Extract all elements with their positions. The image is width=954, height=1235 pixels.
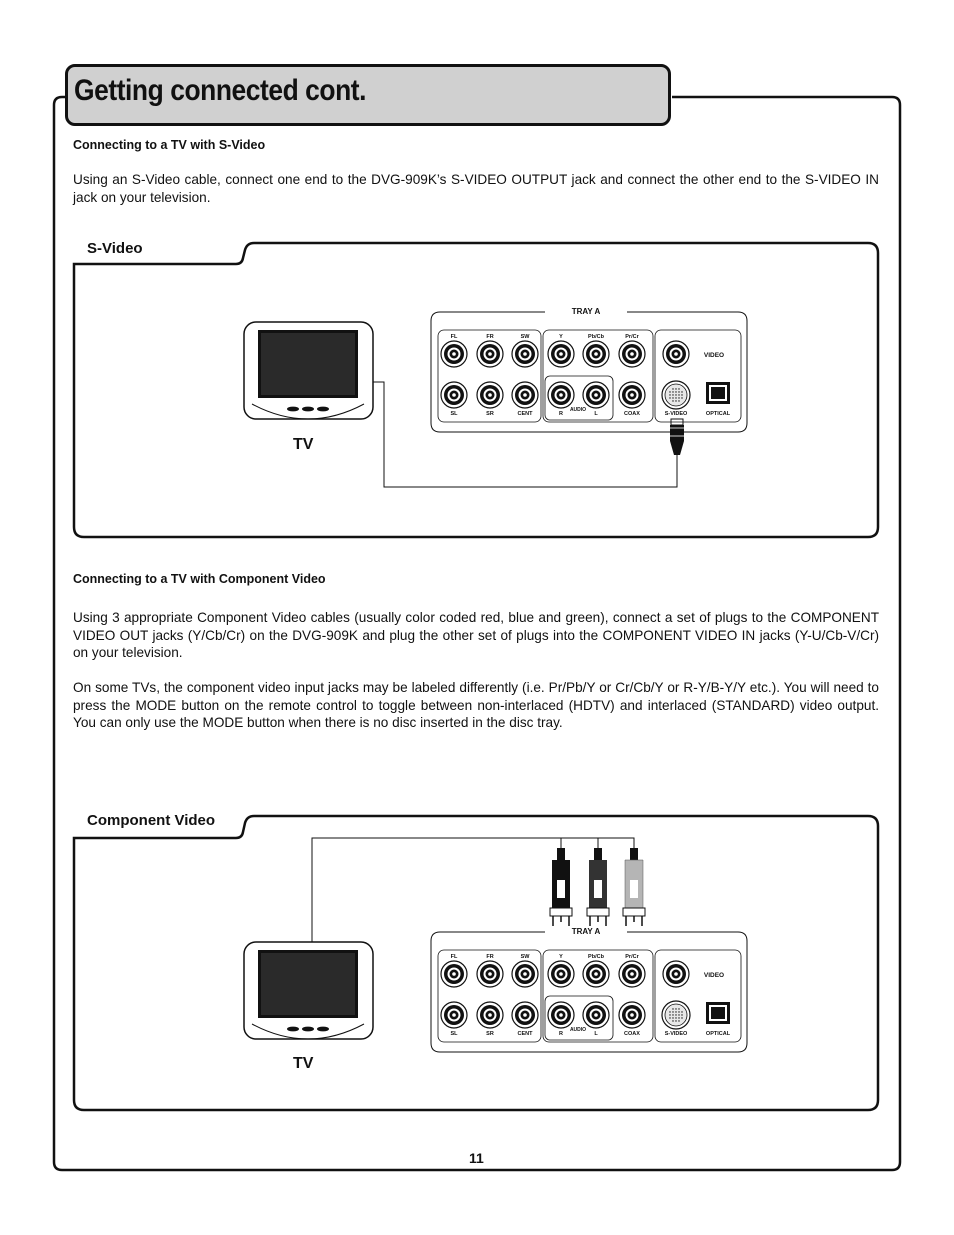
jack-label-top: Y bbox=[559, 954, 563, 960]
rca-jack-icon bbox=[512, 1002, 538, 1028]
video-jack-icon bbox=[663, 961, 689, 987]
rca-jack-icon bbox=[441, 961, 467, 987]
component-heading: Connecting to a TV with Component Video bbox=[73, 572, 326, 586]
component-tv-label: TV bbox=[293, 1055, 314, 1072]
svideo-paragraph: Using an S-Video cable, connect one end to the DVG-909K’s S-VIDEO OUTPUT jack and connect the other end to the S-VIDEO IN jack on your television. bbox=[73, 172, 879, 205]
jack-label-top: FR bbox=[486, 334, 494, 340]
jack-label-top: FL bbox=[450, 954, 458, 960]
tray-label: TRAY A bbox=[571, 307, 601, 316]
rca-plug-pb bbox=[587, 848, 609, 926]
rca-jack-icon bbox=[583, 961, 609, 987]
jack-label-bottom: CENT bbox=[517, 411, 533, 417]
rca-jack-icon bbox=[441, 1002, 467, 1028]
jack-label-top: SW bbox=[520, 954, 530, 960]
jack-label-bottom: OPTICAL bbox=[705, 1031, 731, 1037]
jack-label-top: Pr/Cr bbox=[625, 954, 639, 960]
rca-plug-y bbox=[550, 848, 572, 926]
tv-illustration bbox=[244, 942, 373, 1039]
jack-label-bottom: COAX bbox=[624, 411, 640, 417]
jack-label-bottom: SR bbox=[486, 1031, 494, 1037]
jack-label-top: Pb/Cb bbox=[588, 954, 604, 960]
rca-jack-icon bbox=[548, 1002, 574, 1028]
jack-label-top: FL bbox=[450, 334, 458, 340]
page-number: 11 bbox=[469, 1150, 484, 1166]
jack-label-bottom: SR bbox=[486, 411, 494, 417]
jack-label-bottom: R bbox=[559, 411, 563, 417]
video-label: VIDEO bbox=[703, 972, 725, 979]
component-paragraph-2: On some TVs, the component video input jacks may be labeled differently (i.e. Pr/Pb/Y or Cr/Cb/Y or R-Y/B-Y/Y etc.). You will need to press the MODE button on the remote control to toggle between non-interlaced (HDTV) and interlaced (STANDARD) video output. You can only use the MODE button when there is no disc inserted in the disc tray. bbox=[73, 680, 879, 730]
rca-jack-icon bbox=[619, 961, 645, 987]
s-video-jack-icon bbox=[662, 1001, 690, 1029]
svideo-heading: Connecting to a TV with S-Video bbox=[73, 138, 266, 152]
jack-label-bottom: S-VIDEO bbox=[664, 411, 688, 417]
optical-jack-icon bbox=[706, 1002, 730, 1024]
svideo-tv-label: TV bbox=[293, 436, 314, 453]
audio-label: AUDIO bbox=[569, 1027, 587, 1033]
tray-label: TRAY A bbox=[571, 927, 601, 936]
jack-label-bottom: CENT bbox=[517, 1031, 533, 1037]
jack-label-bottom: L bbox=[594, 1031, 598, 1037]
page-title: Getting connected cont. bbox=[74, 74, 367, 107]
jack-label-bottom: SL bbox=[450, 411, 458, 417]
audio-label: AUDIO bbox=[569, 407, 587, 413]
rca-jack-icon bbox=[619, 1002, 645, 1028]
jack-label-bottom: R bbox=[559, 1031, 563, 1037]
component-diagram-label: Component Video bbox=[87, 812, 216, 829]
jack-label-top: Y bbox=[559, 334, 563, 340]
jack-label-bottom: OPTICAL bbox=[705, 411, 731, 417]
jack-label-bottom: L bbox=[594, 411, 598, 417]
rca-jack-icon bbox=[583, 1002, 609, 1028]
rca-plug-pr bbox=[623, 848, 645, 926]
rca-jack-icon bbox=[477, 961, 503, 987]
component-paragraph-1: Using 3 appropriate Component Video cables (usually color coded red, blue and green), connect a set of plugs to the COMPONENT VIDEO OUT jacks (Y/Cb/Cr) on the DVG-909K and plug the other set of plugs into the COMPONENT VIDEO IN jacks (Y-U/Cb-V/Cr) on your television. bbox=[73, 610, 879, 660]
jack-label-bottom: S-VIDEO bbox=[664, 1031, 688, 1037]
jack-label-top: FR bbox=[486, 954, 494, 960]
jack-label-top: Pb/Cb bbox=[588, 334, 604, 340]
rca-jack-icon bbox=[548, 961, 574, 987]
jack-label-bottom: COAX bbox=[624, 1031, 640, 1037]
video-label: VIDEO bbox=[703, 352, 725, 359]
svideo-diagram-label: S-Video bbox=[87, 240, 143, 257]
rca-jack-icon bbox=[477, 1002, 503, 1028]
jack-label-top: Pr/Cr bbox=[625, 334, 639, 340]
rca-jack-icon bbox=[512, 961, 538, 987]
jack-label-bottom: SL bbox=[450, 1031, 458, 1037]
component-rear-panel bbox=[430, 926, 750, 1054]
jack-label-top: SW bbox=[520, 334, 530, 340]
